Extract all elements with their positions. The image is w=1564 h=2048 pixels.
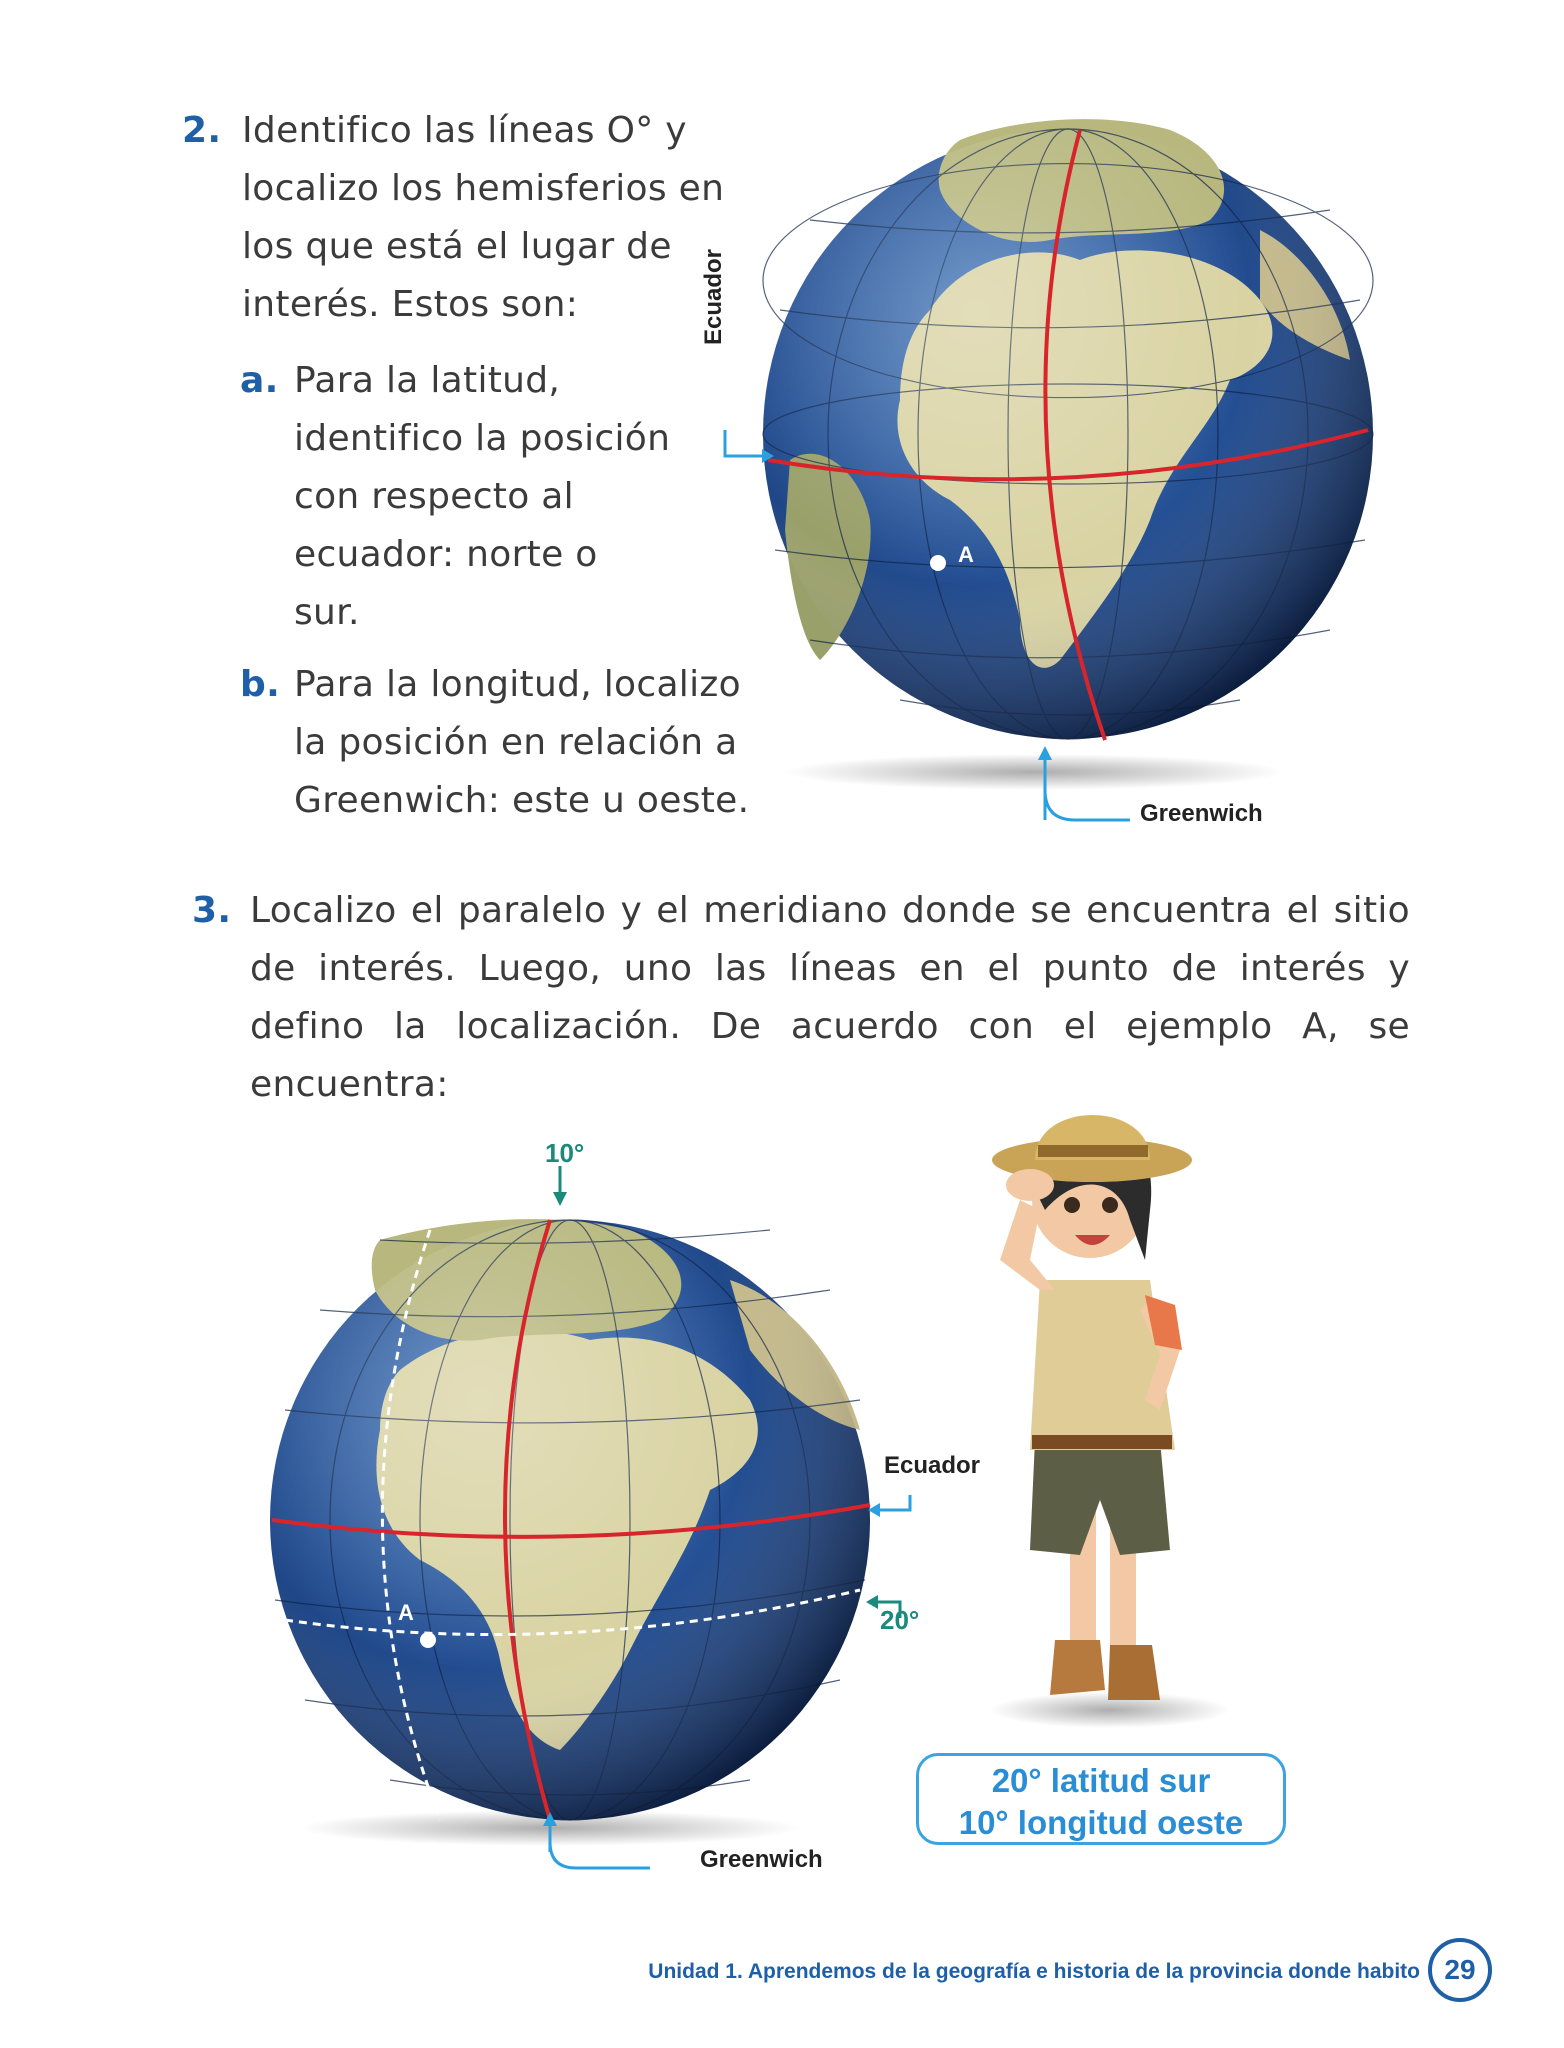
- step-3-number: 3.: [192, 890, 232, 931]
- globe-2-illustration: [230, 1130, 930, 1870]
- globe-1-shadow: [785, 754, 1285, 790]
- globe-1-equator-label: Ecuador: [700, 248, 727, 345]
- globe-2-point-label: A: [398, 1600, 414, 1625]
- item-b-letter: b.: [240, 664, 281, 705]
- globe-1-point-a: [930, 555, 946, 571]
- globe-2-meridian-label: 10°: [545, 1138, 585, 1168]
- globe-1-point-label: A: [958, 542, 974, 567]
- step-2-text: Identifico las líneas O° y localizo los hemisferios en los que está el lugar de interés. Estos son:: [242, 110, 725, 325]
- footer-unit-title: Unidad 1. Aprendemos de la geografía e historia de la provincia donde habito: [648, 1960, 1420, 1983]
- result-box: [916, 1753, 1286, 1845]
- page-number: 29: [1428, 1938, 1492, 2002]
- globe-1-illustration: [700, 100, 1420, 840]
- step-2-number: 2.: [182, 110, 222, 151]
- globe-2-greenwich-label: Greenwich: [700, 1846, 823, 1873]
- globe-2-equator-label: Ecuador: [884, 1452, 981, 1479]
- explorer-girl-illustration: [960, 1090, 1260, 1730]
- globe-1-greenwich-label: Greenwich: [1140, 800, 1263, 827]
- globe-2-point-a: [420, 1632, 436, 1648]
- result-latitude: 20° latitud sur: [991, 1762, 1211, 1799]
- step-3-text: Localizo el paralelo y el meridiano donde se encuentra el sitio de interés. Luego, uno las líneas en el punto de interés y defino la localización. De acuerdo con el ejemplo A, se encuentra:: [250, 890, 1410, 1105]
- globe-2-parallel-label: 20°: [880, 1605, 920, 1635]
- result-longitude: 10° longitud oeste: [958, 1804, 1244, 1841]
- item-b-text: Para la longitud, localizo la posición en relación a Greenwich: este u oeste.: [294, 664, 750, 821]
- item-a-text: Para la latitud, identifico la posición con respecto al ecuador: norte o sur.: [294, 360, 671, 633]
- item-a-letter: a.: [240, 360, 279, 401]
